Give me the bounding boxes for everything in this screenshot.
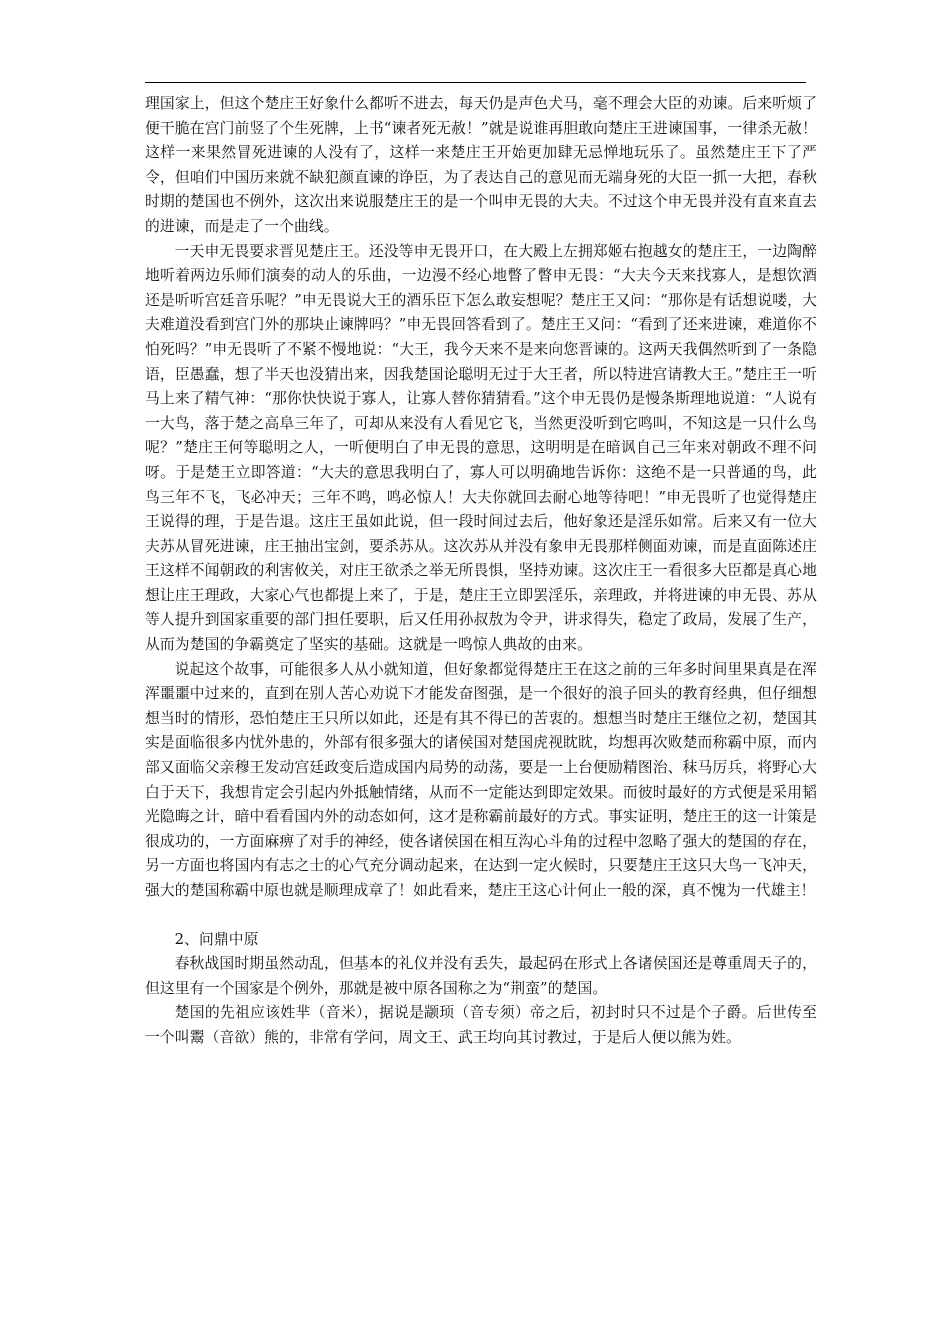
- paragraph: 说起这个故事，可能很多人从小就知道，但好象都觉得楚庄王在这之前的三年多时间里果真是在浑浑噩噩中过来的，直到在别人苦心劝说下才能发奋图强，是一个很好的浪子回头的教育经典，但仔细想想当时的情形，恐怕楚庄王只所以如此，还是有其不得已的苦衷的。想想当时楚庄王继位之初，楚国其实是面临很多内忧外患的，外部有很多强大的诸侯国对楚国虎视眈眈，均想再次败楚而称霸中原，而内部又面临父亲穆王发动宫廷政变后造成国内局势的动荡，要是一上台便励精图治、秣马厉兵，将野心大白于天下，我想肯定会引起内外抵触情绪，从而不一定能达到即定效果。而彼时最好的方式便是采用韬光隐晦之计，暗中看看国内外的动态如何，这才是称霸前最好的方式。事实证明，楚庄王的这一计策是很成功的，一方面麻痹了对手的神经，使各诸侯国在相互沟心斗角的过程中忽略了强大的楚国的存在，另一方面也将国内有志之士的心气充分调动起来，在达到一定火候时，只要楚庄王这只大鸟一飞冲天，强大的楚国称霸中原也就是顺理成章了！如此看来，楚庄王这心计何止一般的深，真不愧为一代雄主！: [145, 660, 817, 899]
- document-body: [145, 92, 817, 1051]
- paragraph: 春秋战国时期虽然动乱，但基本的礼仪并没有丢失，最起码在形式上各诸侯国还是尊重周天子的，但这里有一个国家是个例外，那就是被中原各国称之为“荆蛮”的楚国。: [145, 955, 817, 997]
- header-rule: [145, 82, 806, 83]
- section-heading: 2、问鼎中原: [174, 930, 259, 948]
- paragraph: 理国家上，但这个楚庄王好象什么都听不进去，每天仍是声色犬马，毫不理会大臣的劝谏。后来听烦了便干脆在宫门前竖了个生死牌，上书“谏者死无赦！”就是说谁再胆敢向楚庄王进谏国事，一律杀无赦！这样一来果然冒死进谏的人没有了，这样一来楚庄王开始更加肆无忌惮地玩乐了。虽然楚庄王下了严令，但咱们中国历来就不缺犯颜直谏的诤臣，为了表达自己的意见而无端身死的大臣一抓一大把，春秋时期的楚国也不例外，这次出来说服楚庄王的是一个叫申无畏的大夫。不过这个申无畏并没有直来直去的进谏，而是走了一个曲线。: [145, 95, 817, 235]
- paragraph: 楚国的先祖应该姓芈（音米），据说是颛顼（音专须）帝之后，初封时只不过是个子爵。后世传至一个叫鬻（音欲）熊的，非常有学问，周文王、武王均向其讨教过，于是后人便以熊为姓。: [145, 1004, 817, 1046]
- paragraph: 一天申无畏要求晋见楚庄王。还没等申无畏开口，在大殿上左拥郑姬右抱越女的楚庄王，一边陶醉地听着两边乐师们演奏的动人的乐曲，一边漫不经心地瞥了瞥申无畏：“大夫今天来找寡人，是想饮酒还是听听宫廷音乐呢？”申无畏说大王的酒乐臣下怎么敢妄想呢？楚庄王又问：“那你是有话想说喽，大夫难道没看到宫门外的那块止谏牌吗？”申无畏回答看到了。楚庄王又问：“看到了还来进谏，难道你不怕死吗？”申无畏听了不紧不慢地说：“大王，我今天来不是来向您晋谏的。这两天我偶然听到了一条隐语，臣愚蠢，想了半天也没猜出来，因我楚国论聪明无过于大王者，所以特进宫请教大王。”楚庄王一听马上来了精气神：“那你快快说于寡人，让寡人替你猜猜看。”这个申无畏仍是慢条斯理地说道：“人说有一大鸟，落于楚之高阜三年了，可却从来没有人看见它飞，当然更没听到它鸣叫，不知这是一只什么鸟呢？”楚庄王何等聪明之人，一听便明白了申无畏的意思，这明明是在暗讽自己三年来对朝政不理不问呀。于是楚王立即答道：“大夫的意思我明白了，寡人可以明确地告诉你：这绝不是一只普通的鸟，此鸟三年不飞，飞必冲天；三年不鸣，鸣必惊人！大夫你就回去耐心地等待吧！”申无畏听了也觉得楚庄王说得的理，于是告退。这庄王虽如此说，但一段时间过去后，他好象还是淫乐如常。后来又有一位大夫苏从冒死进谏，庄王抽出宝剑，要杀苏从。这次苏从并没有象申无畏那样侧面劝谏，而是直面陈述庄王这样不闻朝政的利害攸关，对庄王欲杀之举无所畏惧，坚持劝谏。这次庄王一看很多大臣都是真心地想让庄王理政，大家心气也都提上来了，于是，楚庄王立即罢淫乐，亲理政，并将进谏的申无畏、苏从等人提升到国家重要的部门担任要职，后又任用孙叔敖为令尹，讲求得失，稳定了政局，发展了生产，从而为楚国的争霸奠定了坚实的基础。这就是一鸣惊人典故的由来。: [145, 242, 817, 654]
